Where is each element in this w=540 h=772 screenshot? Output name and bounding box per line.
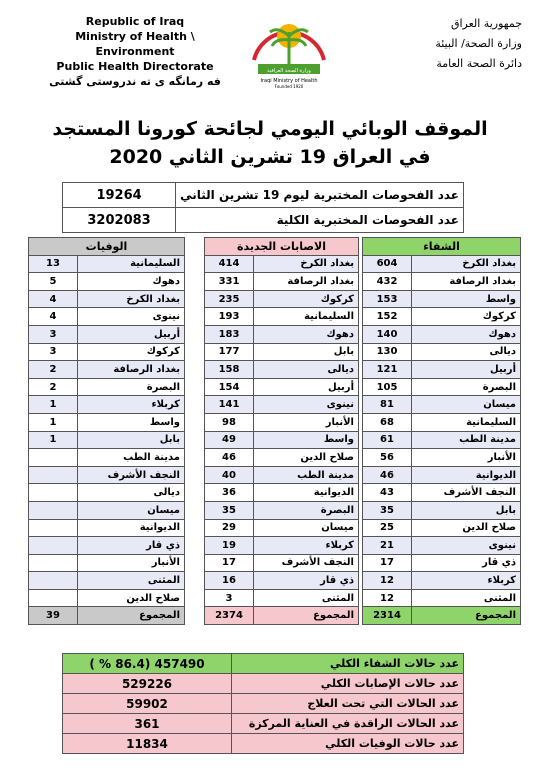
count-value bbox=[29, 466, 78, 484]
count-value bbox=[29, 519, 78, 537]
summary-label: عدد الحالات التي تحت العلاج bbox=[232, 694, 464, 714]
province-name: بغداد الكرخ bbox=[78, 290, 185, 308]
count-value: 56 bbox=[363, 449, 412, 467]
table-row bbox=[29, 413, 185, 431]
table-row bbox=[205, 378, 359, 396]
province-name: صلاح الدين bbox=[78, 589, 185, 607]
table-row bbox=[205, 554, 359, 572]
count-value bbox=[29, 589, 78, 607]
province-name: بابل bbox=[412, 501, 521, 519]
table-row bbox=[363, 308, 521, 326]
new-cases-table bbox=[204, 237, 359, 625]
table-row bbox=[29, 537, 185, 555]
count-value bbox=[29, 554, 78, 572]
table-row bbox=[363, 484, 521, 502]
province-name: واسط bbox=[78, 413, 185, 431]
province-name: المثنى bbox=[412, 589, 521, 607]
table-row bbox=[363, 378, 521, 396]
count-value: 1 bbox=[29, 413, 78, 431]
count-value: 1 bbox=[29, 396, 78, 414]
province-name: ميسان bbox=[254, 519, 359, 537]
province-name: واسط bbox=[254, 431, 359, 449]
summary-row bbox=[63, 674, 464, 694]
summary-value: 361 bbox=[63, 714, 232, 734]
summary-value: 457490 (86.4 % ) bbox=[63, 654, 232, 674]
total-value: 2374 bbox=[205, 607, 254, 625]
summary-row bbox=[63, 694, 464, 714]
province-name: مدينة الطب bbox=[78, 449, 185, 467]
province-name: كركوك bbox=[412, 308, 521, 326]
province-name: نينوى bbox=[254, 396, 359, 414]
province-name: ذي قار bbox=[254, 572, 359, 590]
table-row bbox=[29, 431, 185, 449]
count-value: 193 bbox=[205, 308, 254, 326]
table-row bbox=[29, 255, 185, 273]
group-header-row bbox=[29, 238, 185, 256]
table-row bbox=[205, 361, 359, 379]
total-tests-label: عدد الفحوصات المختبرية الكلية bbox=[176, 208, 464, 233]
count-value bbox=[29, 501, 78, 519]
page-subtitle-date: في العراق 19 تشرين الثاني 2020 bbox=[109, 146, 431, 168]
count-value: 81 bbox=[363, 396, 412, 414]
page-title: الموقف الوبائي اليومي لجائحة كورونا المستجد bbox=[52, 118, 488, 140]
province-name: واسط bbox=[412, 290, 521, 308]
count-value bbox=[29, 572, 78, 590]
table-row bbox=[29, 572, 185, 590]
header-arabic-directorate: دائرة الصحة العامة bbox=[436, 57, 522, 70]
table-row bbox=[205, 484, 359, 502]
total-value: 39 bbox=[29, 607, 78, 625]
count-value: 16 bbox=[205, 572, 254, 590]
table-row bbox=[29, 361, 185, 379]
summary-row bbox=[63, 654, 464, 674]
province-name: الديوانية bbox=[412, 466, 521, 484]
count-value: 13 bbox=[29, 255, 78, 273]
count-value bbox=[29, 537, 78, 555]
count-value: 121 bbox=[363, 361, 412, 379]
group-header: الوفيات bbox=[29, 238, 185, 256]
count-value: 5 bbox=[29, 273, 78, 291]
province-name: الأنبار bbox=[412, 449, 521, 467]
total-row bbox=[363, 607, 521, 625]
header-arabic-block bbox=[362, 14, 522, 74]
count-value: 12 bbox=[363, 572, 412, 590]
table-row bbox=[363, 466, 521, 484]
province-name: مدينة الطب bbox=[412, 431, 521, 449]
table-row bbox=[363, 554, 521, 572]
deaths-table bbox=[28, 237, 185, 625]
province-name: ذي قار bbox=[412, 554, 521, 572]
table-row bbox=[205, 431, 359, 449]
count-value: 46 bbox=[363, 466, 412, 484]
table-row bbox=[205, 308, 359, 326]
header-arabic-ministry: وزارة الصحة/ البيئة bbox=[435, 37, 522, 50]
province-name: الديوانية bbox=[254, 484, 359, 502]
count-value: 4 bbox=[29, 308, 78, 326]
table-row bbox=[363, 343, 521, 361]
province-name: بغداد الكرخ bbox=[412, 255, 521, 273]
province-name: كركوك bbox=[254, 290, 359, 308]
total-value: 2314 bbox=[363, 607, 412, 625]
count-value: 432 bbox=[363, 273, 412, 291]
province-name: أربيل bbox=[78, 325, 185, 343]
province-name: المثنى bbox=[78, 572, 185, 590]
logo-english-text: Iraqi Ministry of Health bbox=[260, 78, 318, 84]
count-value: 177 bbox=[205, 343, 254, 361]
summary-value: 11834 bbox=[63, 734, 232, 754]
count-value: 17 bbox=[363, 554, 412, 572]
recovered-table bbox=[362, 237, 521, 625]
province-name: النجف الأشرف bbox=[412, 484, 521, 502]
count-value: 98 bbox=[205, 413, 254, 431]
province-name: أربيل bbox=[412, 361, 521, 379]
header-english-block bbox=[40, 14, 230, 89]
total-tests-row bbox=[63, 208, 464, 233]
summary-label: عدد حالات الإصابات الكلي bbox=[232, 674, 464, 694]
summary-label: عدد الحالات الراقدة في العناية المركزة bbox=[232, 714, 464, 734]
daily-tests-label: عدد الفحوصات المختبرية ليوم 19 تشرين الثاني bbox=[176, 183, 464, 208]
count-value: 604 bbox=[363, 255, 412, 273]
province-name: البصرة bbox=[254, 501, 359, 519]
table-row bbox=[29, 290, 185, 308]
group-header: الشفاء bbox=[363, 238, 521, 256]
header-kurdish: فه رمانگه ى ته ندروستى گشتى bbox=[49, 75, 221, 88]
totals-summary-table bbox=[62, 653, 464, 754]
header-ministry: Ministry of Health \ Environment bbox=[75, 30, 195, 58]
table-row bbox=[363, 361, 521, 379]
count-value: 141 bbox=[205, 396, 254, 414]
table-row bbox=[205, 519, 359, 537]
table-row bbox=[205, 396, 359, 414]
table-row bbox=[29, 325, 185, 343]
table-row bbox=[363, 431, 521, 449]
count-value: 19 bbox=[205, 537, 254, 555]
table-row bbox=[29, 501, 185, 519]
table-row bbox=[363, 255, 521, 273]
count-value bbox=[29, 449, 78, 467]
table-row bbox=[29, 484, 185, 502]
daily-tests-value: 19264 bbox=[63, 183, 176, 208]
table-row bbox=[29, 343, 185, 361]
table-row bbox=[363, 325, 521, 343]
province-name: المثنى bbox=[254, 589, 359, 607]
province-name: دهوك bbox=[412, 325, 521, 343]
table-row bbox=[29, 589, 185, 607]
province-name: البصرة bbox=[78, 378, 185, 396]
count-value: 414 bbox=[205, 255, 254, 273]
province-name: السليمانية bbox=[254, 308, 359, 326]
table-row bbox=[205, 449, 359, 467]
table-row bbox=[29, 396, 185, 414]
count-value: 25 bbox=[363, 519, 412, 537]
province-name: دهوك bbox=[78, 273, 185, 291]
header-country: Republic of Iraq bbox=[85, 15, 185, 28]
province-name: ميسان bbox=[412, 396, 521, 414]
province-name: الأنبار bbox=[254, 413, 359, 431]
province-name: أربيل bbox=[254, 378, 359, 396]
count-value: 17 bbox=[205, 554, 254, 572]
province-name: ديالى bbox=[412, 343, 521, 361]
province-name: النجف الأشرف bbox=[78, 466, 185, 484]
total-label: المجموع bbox=[254, 607, 359, 625]
summary-label: عدد حالات الوفيات الكلي bbox=[232, 734, 464, 754]
count-value: 35 bbox=[205, 501, 254, 519]
table-row bbox=[205, 466, 359, 484]
count-value: 49 bbox=[205, 431, 254, 449]
province-name: كربلاء bbox=[78, 396, 185, 414]
total-label: المجموع bbox=[412, 607, 521, 625]
table-row bbox=[205, 255, 359, 273]
summary-row bbox=[63, 734, 464, 754]
summary-value: 529226 bbox=[63, 674, 232, 694]
count-value: 158 bbox=[205, 361, 254, 379]
count-value: 35 bbox=[363, 501, 412, 519]
province-name: نينوى bbox=[78, 308, 185, 326]
table-row bbox=[29, 554, 185, 572]
table-row bbox=[363, 413, 521, 431]
group-header-row bbox=[205, 238, 359, 256]
total-row bbox=[29, 607, 185, 625]
table-row bbox=[363, 273, 521, 291]
table-row bbox=[205, 273, 359, 291]
count-value: 130 bbox=[363, 343, 412, 361]
ministry-logo-icon bbox=[248, 14, 330, 90]
table-row bbox=[29, 273, 185, 291]
table-row bbox=[363, 449, 521, 467]
summary-label: عدد حالات الشفاء الكلي bbox=[232, 654, 464, 674]
province-name: مدينة الطب bbox=[254, 466, 359, 484]
province-name: صلاح الدين bbox=[412, 519, 521, 537]
count-value: 61 bbox=[363, 431, 412, 449]
province-name: بغداد الرصافة bbox=[412, 273, 521, 291]
province-name: دهوك bbox=[254, 325, 359, 343]
table-row bbox=[205, 413, 359, 431]
province-name: البصرة bbox=[412, 378, 521, 396]
count-value: 3 bbox=[29, 325, 78, 343]
count-value: 12 bbox=[363, 589, 412, 607]
province-name: الأنبار bbox=[78, 554, 185, 572]
province-name: كربلاء bbox=[412, 572, 521, 590]
table-row bbox=[29, 378, 185, 396]
province-name: النجف الأشرف bbox=[254, 554, 359, 572]
province-name: كركوك bbox=[78, 343, 185, 361]
table-row bbox=[363, 572, 521, 590]
count-value: 3 bbox=[205, 589, 254, 607]
table-row bbox=[29, 449, 185, 467]
count-value bbox=[29, 484, 78, 502]
table-row bbox=[363, 396, 521, 414]
count-value: 1 bbox=[29, 431, 78, 449]
table-row bbox=[29, 308, 185, 326]
lab-tests-table bbox=[62, 182, 464, 233]
total-tests-value: 3202083 bbox=[63, 208, 176, 233]
table-row bbox=[205, 537, 359, 555]
count-value: 3 bbox=[29, 343, 78, 361]
province-name: ميسان bbox=[78, 501, 185, 519]
table-row bbox=[363, 537, 521, 555]
table-row bbox=[363, 501, 521, 519]
summary-row bbox=[63, 714, 464, 734]
province-name: بغداد الكرخ bbox=[254, 255, 359, 273]
count-value: 46 bbox=[205, 449, 254, 467]
count-value: 235 bbox=[205, 290, 254, 308]
count-value: 331 bbox=[205, 273, 254, 291]
total-row bbox=[205, 607, 359, 625]
count-value: 140 bbox=[363, 325, 412, 343]
group-header-row bbox=[363, 238, 521, 256]
count-value: 183 bbox=[205, 325, 254, 343]
province-name: ذي قار bbox=[78, 537, 185, 555]
total-label: المجموع bbox=[78, 607, 185, 625]
table-row bbox=[29, 519, 185, 537]
count-value: 21 bbox=[363, 537, 412, 555]
daily-tests-row bbox=[63, 183, 464, 208]
table-row bbox=[205, 589, 359, 607]
count-value: 68 bbox=[363, 413, 412, 431]
province-name: بابل bbox=[78, 431, 185, 449]
table-row bbox=[205, 325, 359, 343]
count-value: 2 bbox=[29, 361, 78, 379]
count-value: 40 bbox=[205, 466, 254, 484]
header-directorate: Public Health Directorate bbox=[56, 60, 214, 73]
logo-arabic-text: وزارة الصحة العراقية bbox=[267, 68, 311, 74]
province-name: صلاح الدين bbox=[254, 449, 359, 467]
count-value: 152 bbox=[363, 308, 412, 326]
table-row bbox=[363, 589, 521, 607]
table-row bbox=[205, 290, 359, 308]
province-name: الديوانية bbox=[78, 519, 185, 537]
header-arabic-country: جمهورية العراق bbox=[450, 17, 522, 30]
group-header: الاصابات الجديدة bbox=[205, 238, 359, 256]
count-value: 2 bbox=[29, 378, 78, 396]
logo-founded-text: Founded 1920 bbox=[274, 84, 304, 89]
table-row bbox=[29, 466, 185, 484]
count-value: 29 bbox=[205, 519, 254, 537]
province-name: السليمانية bbox=[78, 255, 185, 273]
province-name: ديالى bbox=[78, 484, 185, 502]
province-name: كربلاء bbox=[254, 537, 359, 555]
table-row bbox=[363, 290, 521, 308]
count-value: 154 bbox=[205, 378, 254, 396]
table-row bbox=[363, 519, 521, 537]
summary-value: 59902 bbox=[63, 694, 232, 714]
count-value: 4 bbox=[29, 290, 78, 308]
province-name: بغداد الرصافة bbox=[78, 361, 185, 379]
province-name: بغداد الرصافة bbox=[254, 273, 359, 291]
table-row bbox=[205, 343, 359, 361]
table-row bbox=[205, 501, 359, 519]
province-name: بابل bbox=[254, 343, 359, 361]
count-value: 43 bbox=[363, 484, 412, 502]
count-value: 153 bbox=[363, 290, 412, 308]
table-row bbox=[205, 572, 359, 590]
count-value: 105 bbox=[363, 378, 412, 396]
province-name: نينوى bbox=[412, 537, 521, 555]
province-name: ديالى bbox=[254, 361, 359, 379]
province-name: السليمانية bbox=[412, 413, 521, 431]
count-value: 36 bbox=[205, 484, 254, 502]
